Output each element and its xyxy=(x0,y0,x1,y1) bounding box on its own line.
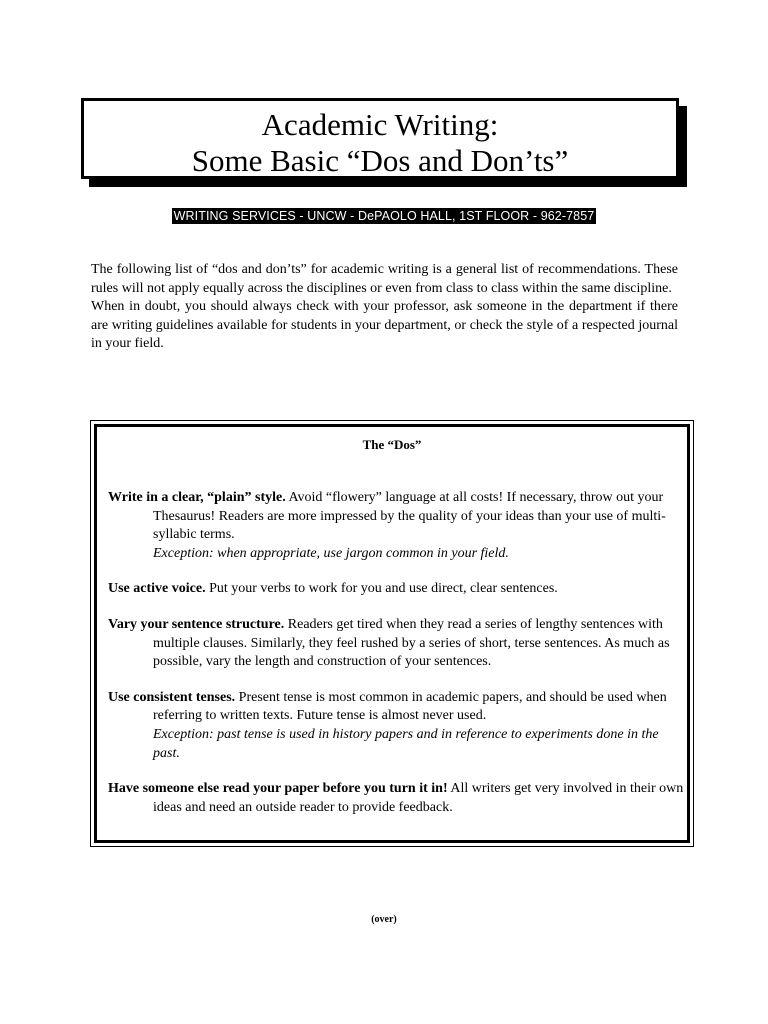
rule-item xyxy=(108,489,685,563)
rule-lead: Have someone else read your paper before you turn it in! xyxy=(108,781,448,797)
rule-lead: Use active voice. xyxy=(108,581,206,597)
intro-paragraph-2: When in doubt, you should always check with your professor, ask someone in the department if there are writing guidelines available for students in your department, or check the style of a respected journal in your field. xyxy=(91,299,678,352)
rule-item xyxy=(108,689,685,763)
dos-rules-list xyxy=(108,489,685,834)
title-box xyxy=(81,98,679,179)
intro-section xyxy=(91,261,678,354)
rule-exception: Exception: when appropriate, use jargon common in your field. xyxy=(153,545,509,561)
rule-body: Put your verbs to work for you and use direct, clear sentences. xyxy=(205,581,558,597)
rule-lead: Use consistent tenses. xyxy=(108,689,236,705)
document-title-line2: Some Basic “Dos and Don’ts” xyxy=(191,143,569,178)
rule-item xyxy=(108,780,685,817)
rule-body: All writers get very involved in their own ideas and need an outside reader to provide feedback. xyxy=(153,781,684,815)
dos-heading: The “Dos” xyxy=(362,437,422,452)
contact-banner-text: WRITING SERVICES - UNCW - DePAOLO HALL, 1ST FLOOR - 962-7857 xyxy=(173,209,595,223)
page-footer-over: (over) xyxy=(371,914,397,925)
intro-paragraph-1: The following list of “dos and don’ts” for academic writing is a general list of recommendations. These rules will not apply equally across the disciplines or even from class to class within the same discipline. xyxy=(91,262,678,296)
rule-body: Avoid “flowery” language at all costs! If necessary, throw out your Thesaurus! Readers are more impressed by the quality of your ideas than your use of multi-syllabic terms. xyxy=(153,490,666,543)
rule-exception: Exception: past tense is used in history papers and in reference to experiments done in the past. xyxy=(153,726,659,761)
rule-item xyxy=(108,616,685,672)
rule-item xyxy=(108,580,685,599)
rule-lead: Vary your sentence structure. xyxy=(108,616,285,632)
rule-lead: Write in a clear, “plain” style. xyxy=(108,490,286,505)
document-title-line1: Academic Writing: xyxy=(261,107,499,142)
contact-banner xyxy=(0,207,768,225)
rule-body: Present tense is most common in academic papers, and should be used when referring to written texts. Future tense is almost never used. xyxy=(153,689,667,724)
dos-box xyxy=(90,420,694,847)
rule-body: Readers get tired when they read a series of lengthy sentences with multiple clauses. Similarly, they feel rushed by a series of short, terse sentences. As much as possible, vary the length and construction of your sentences. xyxy=(153,616,670,670)
dos-box-inner xyxy=(94,424,690,843)
